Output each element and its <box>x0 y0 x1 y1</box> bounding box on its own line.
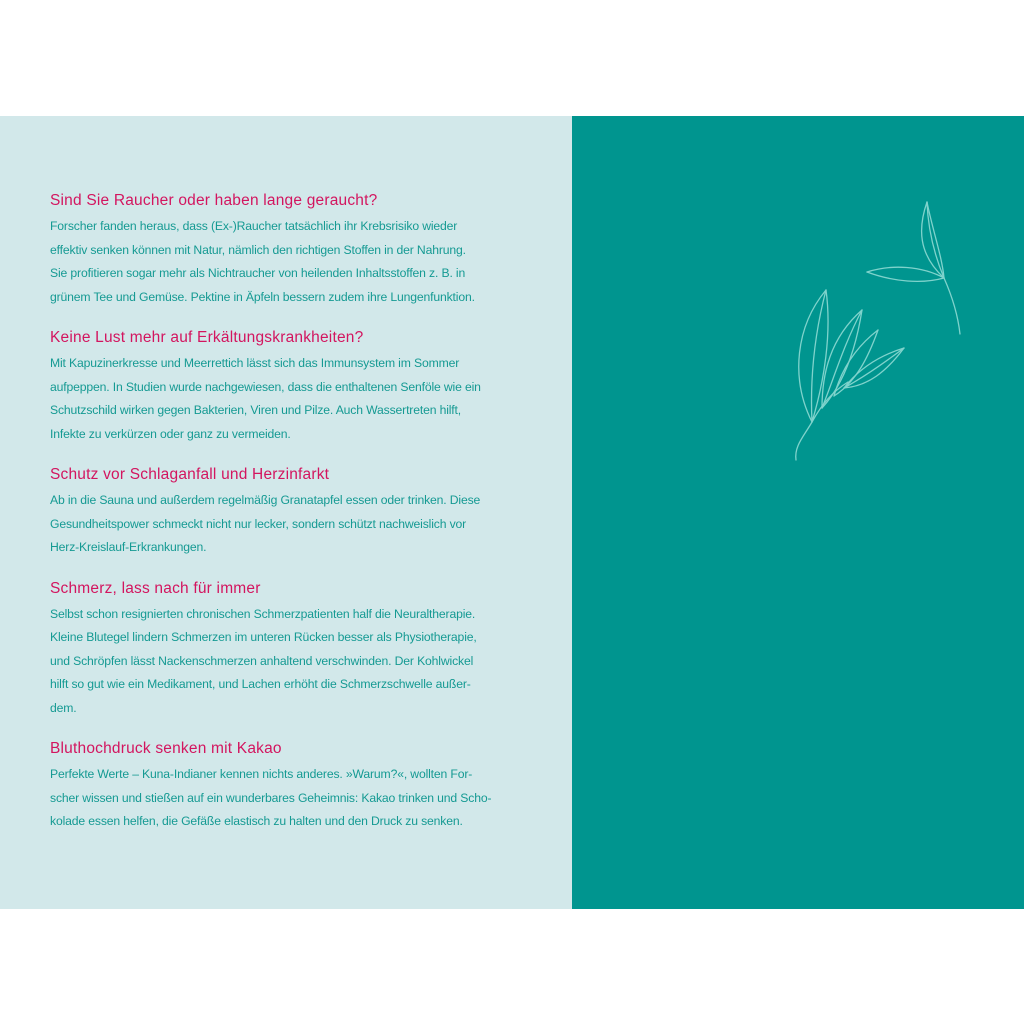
body-line: Sie profitieren sogar mehr als Nichtraucher von heilenden Inhaltsstoffen z. B. in <box>50 266 466 280</box>
left-page <box>0 116 572 909</box>
section-heading: Bluthochdruck senken mit Kakao <box>50 740 282 757</box>
section-heading: Sind Sie Raucher oder haben lange geraucht? <box>50 192 378 209</box>
section-colds <box>50 327 532 446</box>
section-stroke <box>50 464 532 560</box>
section-body <box>50 603 532 721</box>
body-line: Schutzschild wirken gegen Bakterien, Viren und Pilze. Auch Wassertreten hilft, <box>50 403 462 417</box>
book-spread <box>0 116 1024 909</box>
body-line: aufpeppen. In Studien wurde nachgewiesen, dass die enthaltenen Senföle wie ein <box>50 379 481 394</box>
body-line: grünem Tee und Gemüse. Pektine in Äpfeln bessern zudem ihre Lungenfunktion. <box>50 289 475 304</box>
body-line: kolade essen helfen, die Gefäße elastisch zu halten und den Druck zu senken. <box>50 814 463 828</box>
body-line: Herz-Kreislauf-Erkrankungen. <box>50 540 207 554</box>
section-smokers <box>50 190 532 309</box>
body-line: Mit Kapuzinerkresse und Meerrettich lässt sich das Immunsystem im Sommer <box>50 356 460 370</box>
body-line: scher wissen und stießen auf ein wunderbares Geheimnis: Kakao trinken und Scho- <box>50 790 492 805</box>
body-line: hilft so gut wie ein Medikament, und Lachen erhöht die Schmerzschwelle außer- <box>50 677 471 691</box>
body-line: Ab in die Sauna und außerdem regelmäßig Granatapfel essen oder trinken. Diese <box>50 493 481 507</box>
body-line: effektiv senken können mit Natur, nämlich den richtigen Stoffen in der Nahrung. <box>50 242 466 257</box>
body-line: und Schröpfen lässt Nackenschmerzen anhaltend verschwinden. Der Kohlwickel <box>50 653 474 668</box>
section-body <box>50 763 532 834</box>
body-line: Forscher fanden heraus, dass (Ex-)Raucher tatsächlich ihr Krebsrisiko wieder <box>50 219 458 233</box>
section-body <box>50 352 532 446</box>
section-body <box>50 215 532 309</box>
body-line: dem. <box>50 700 77 715</box>
section-heading: Schmerz, lass nach für immer <box>50 579 261 597</box>
section-heading: Keine Lust mehr auf Erkältungskrankheiten? <box>50 329 364 346</box>
body-line: Gesundheitspower schmeckt nicht nur lecker, sondern schützt nachweislich vor <box>50 516 467 531</box>
body-line: Selbst schon resignierten chronischen Schmerzpatienten half die Neuraltherapie. <box>50 606 476 621</box>
body-line: Kleine Blutegel lindern Schmerzen im unteren Rücken besser als Physiotherapie, <box>50 630 477 644</box>
body-line: Perfekte Werte – Kuna-Indianer kennen nichts anderes. »Warum?«, wollten For- <box>50 767 473 781</box>
section-blood-pressure <box>50 738 532 834</box>
right-page <box>572 116 1024 909</box>
leaf-branch-icon <box>782 198 982 468</box>
section-body <box>50 489 532 560</box>
section-pain <box>50 578 532 721</box>
body-line: Infekte zu verkürzen oder ganz zu vermeiden. <box>50 426 291 441</box>
section-heading: Schutz vor Schlaganfall und Herzinfarkt <box>50 466 330 483</box>
